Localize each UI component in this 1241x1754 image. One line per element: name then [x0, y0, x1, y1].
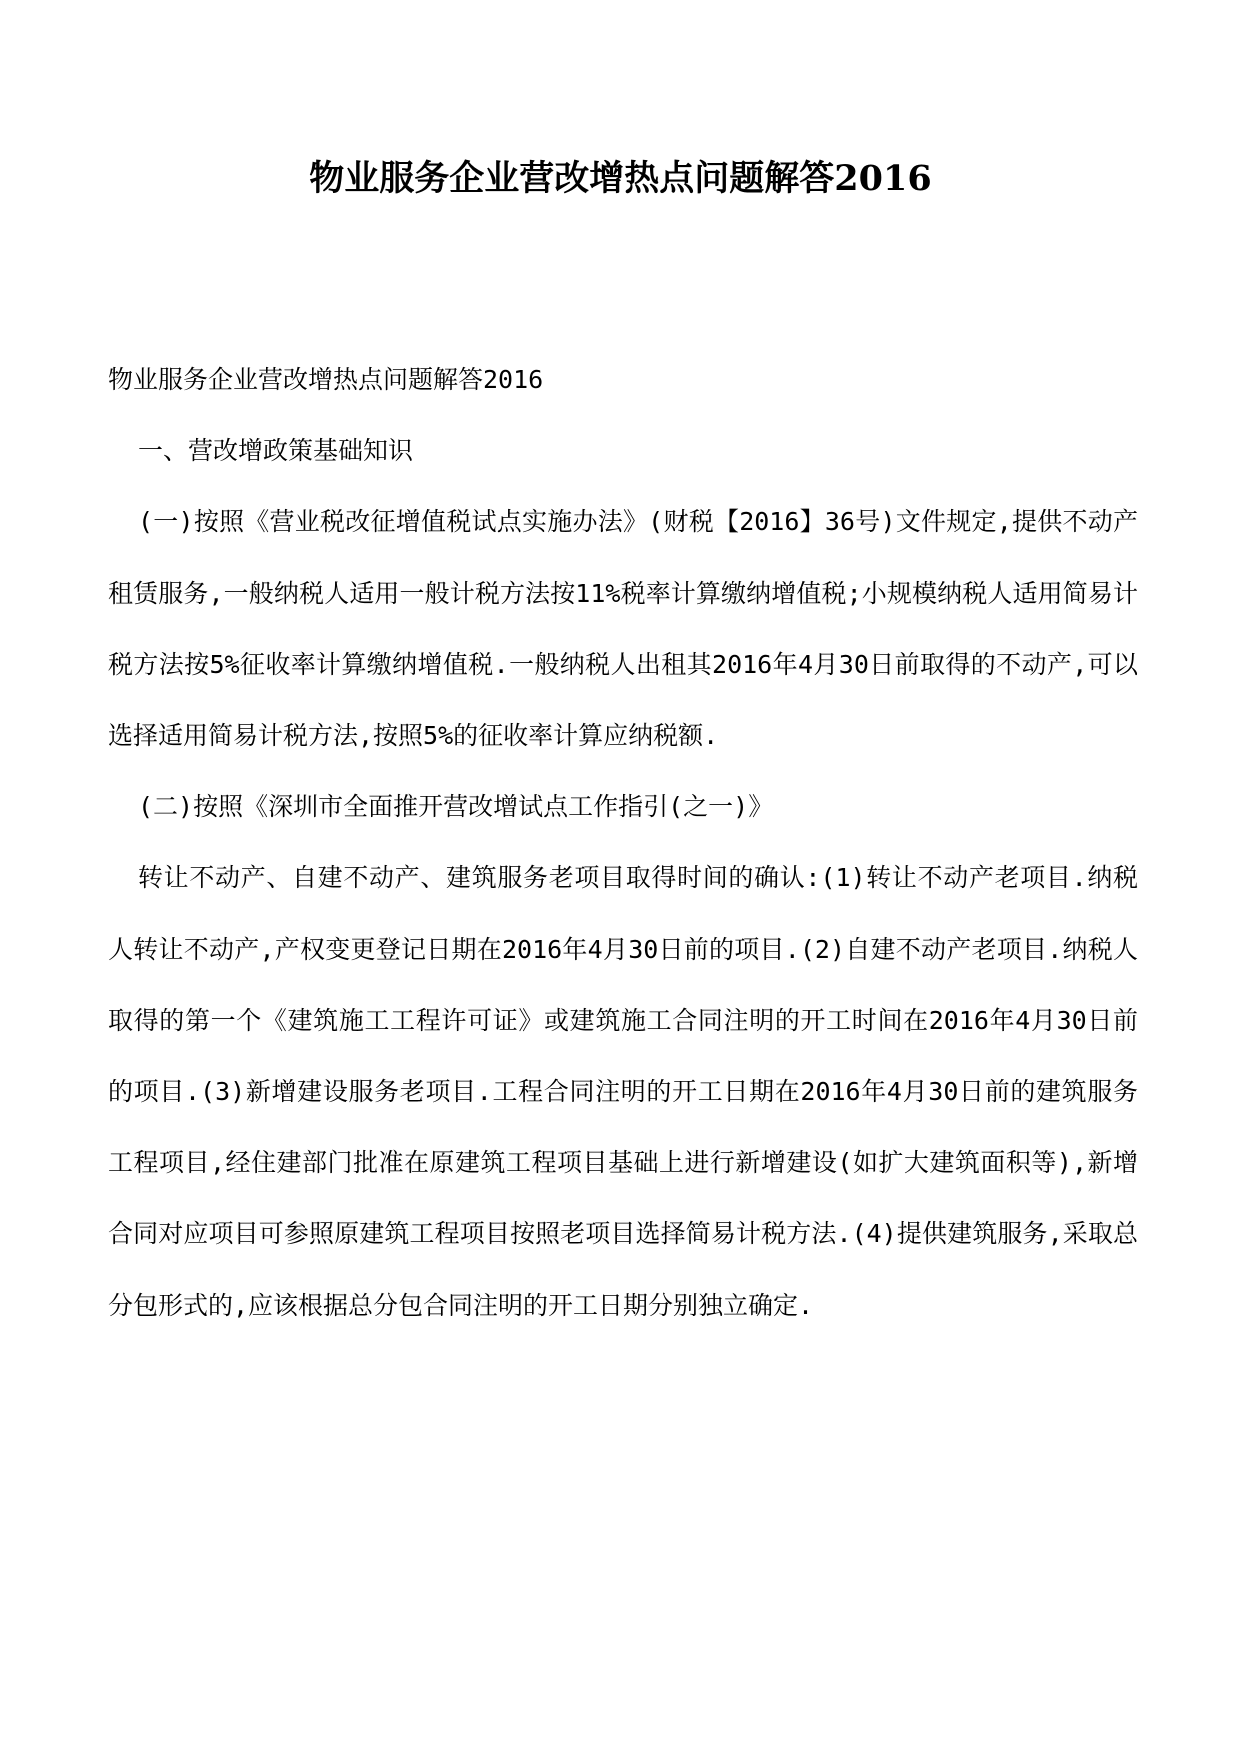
paragraph-old-project-confirmation: 转让不动产、自建不动产、建筑服务老项目取得时间的确认:(1)转让不动产老项目.纳税人转让不动产,产权变更登记日期在2016年4月30日前的项目.(2)自建不动产老项目.纳税人取得的第一个《建筑施工工程许可证》或建筑施工合同注明的开工时间在2016年4月30日前的项目.(3)新增建设服务老项目.工程合同注明的开工日期在2016年4月30日前的建筑服务工程项目,经住建部门批准在原建筑工程项目基础上进行新增建设(如扩大建筑面积等),新增合同对应项目可参照原建筑工程项目按照老项目选择简易计税方法.(4)提供建筑服务,采取总分包形式的,应该根据总分包合同注明的开工日期分别独立确定. [108, 863, 1138, 1320]
document-body [108, 344, 1138, 1341]
document-title: 物业服务企业营改增热点问题解答2016 [309, 158, 932, 199]
document-subtitle: 物业服务企业营改增热点问题解答2016 [108, 365, 544, 394]
paragraph-shenzhen-guideline: (二)按照《深圳市全面推开营改增试点工作指引(之一)》 [138, 792, 774, 822]
section-heading-policy-basics: 一、营改增政策基础知识 [138, 436, 414, 466]
paragraph-rental-tax-rates: (一)按照《营业税改征增值税试点实施办法》(财税【2016】36号)文件规定,提供不动产租赁服务,一般纳税人适用一般计税方法按11%税率计算缴纳增值税;小规模纳税人适用简易计税方法按5%征收率计算缴纳增值税.一般纳税人出租其2016年4月30日前取得的不动产,可以选择适用简易计税方法,按照5%的征收率计算应纳税额. [108, 507, 1138, 751]
